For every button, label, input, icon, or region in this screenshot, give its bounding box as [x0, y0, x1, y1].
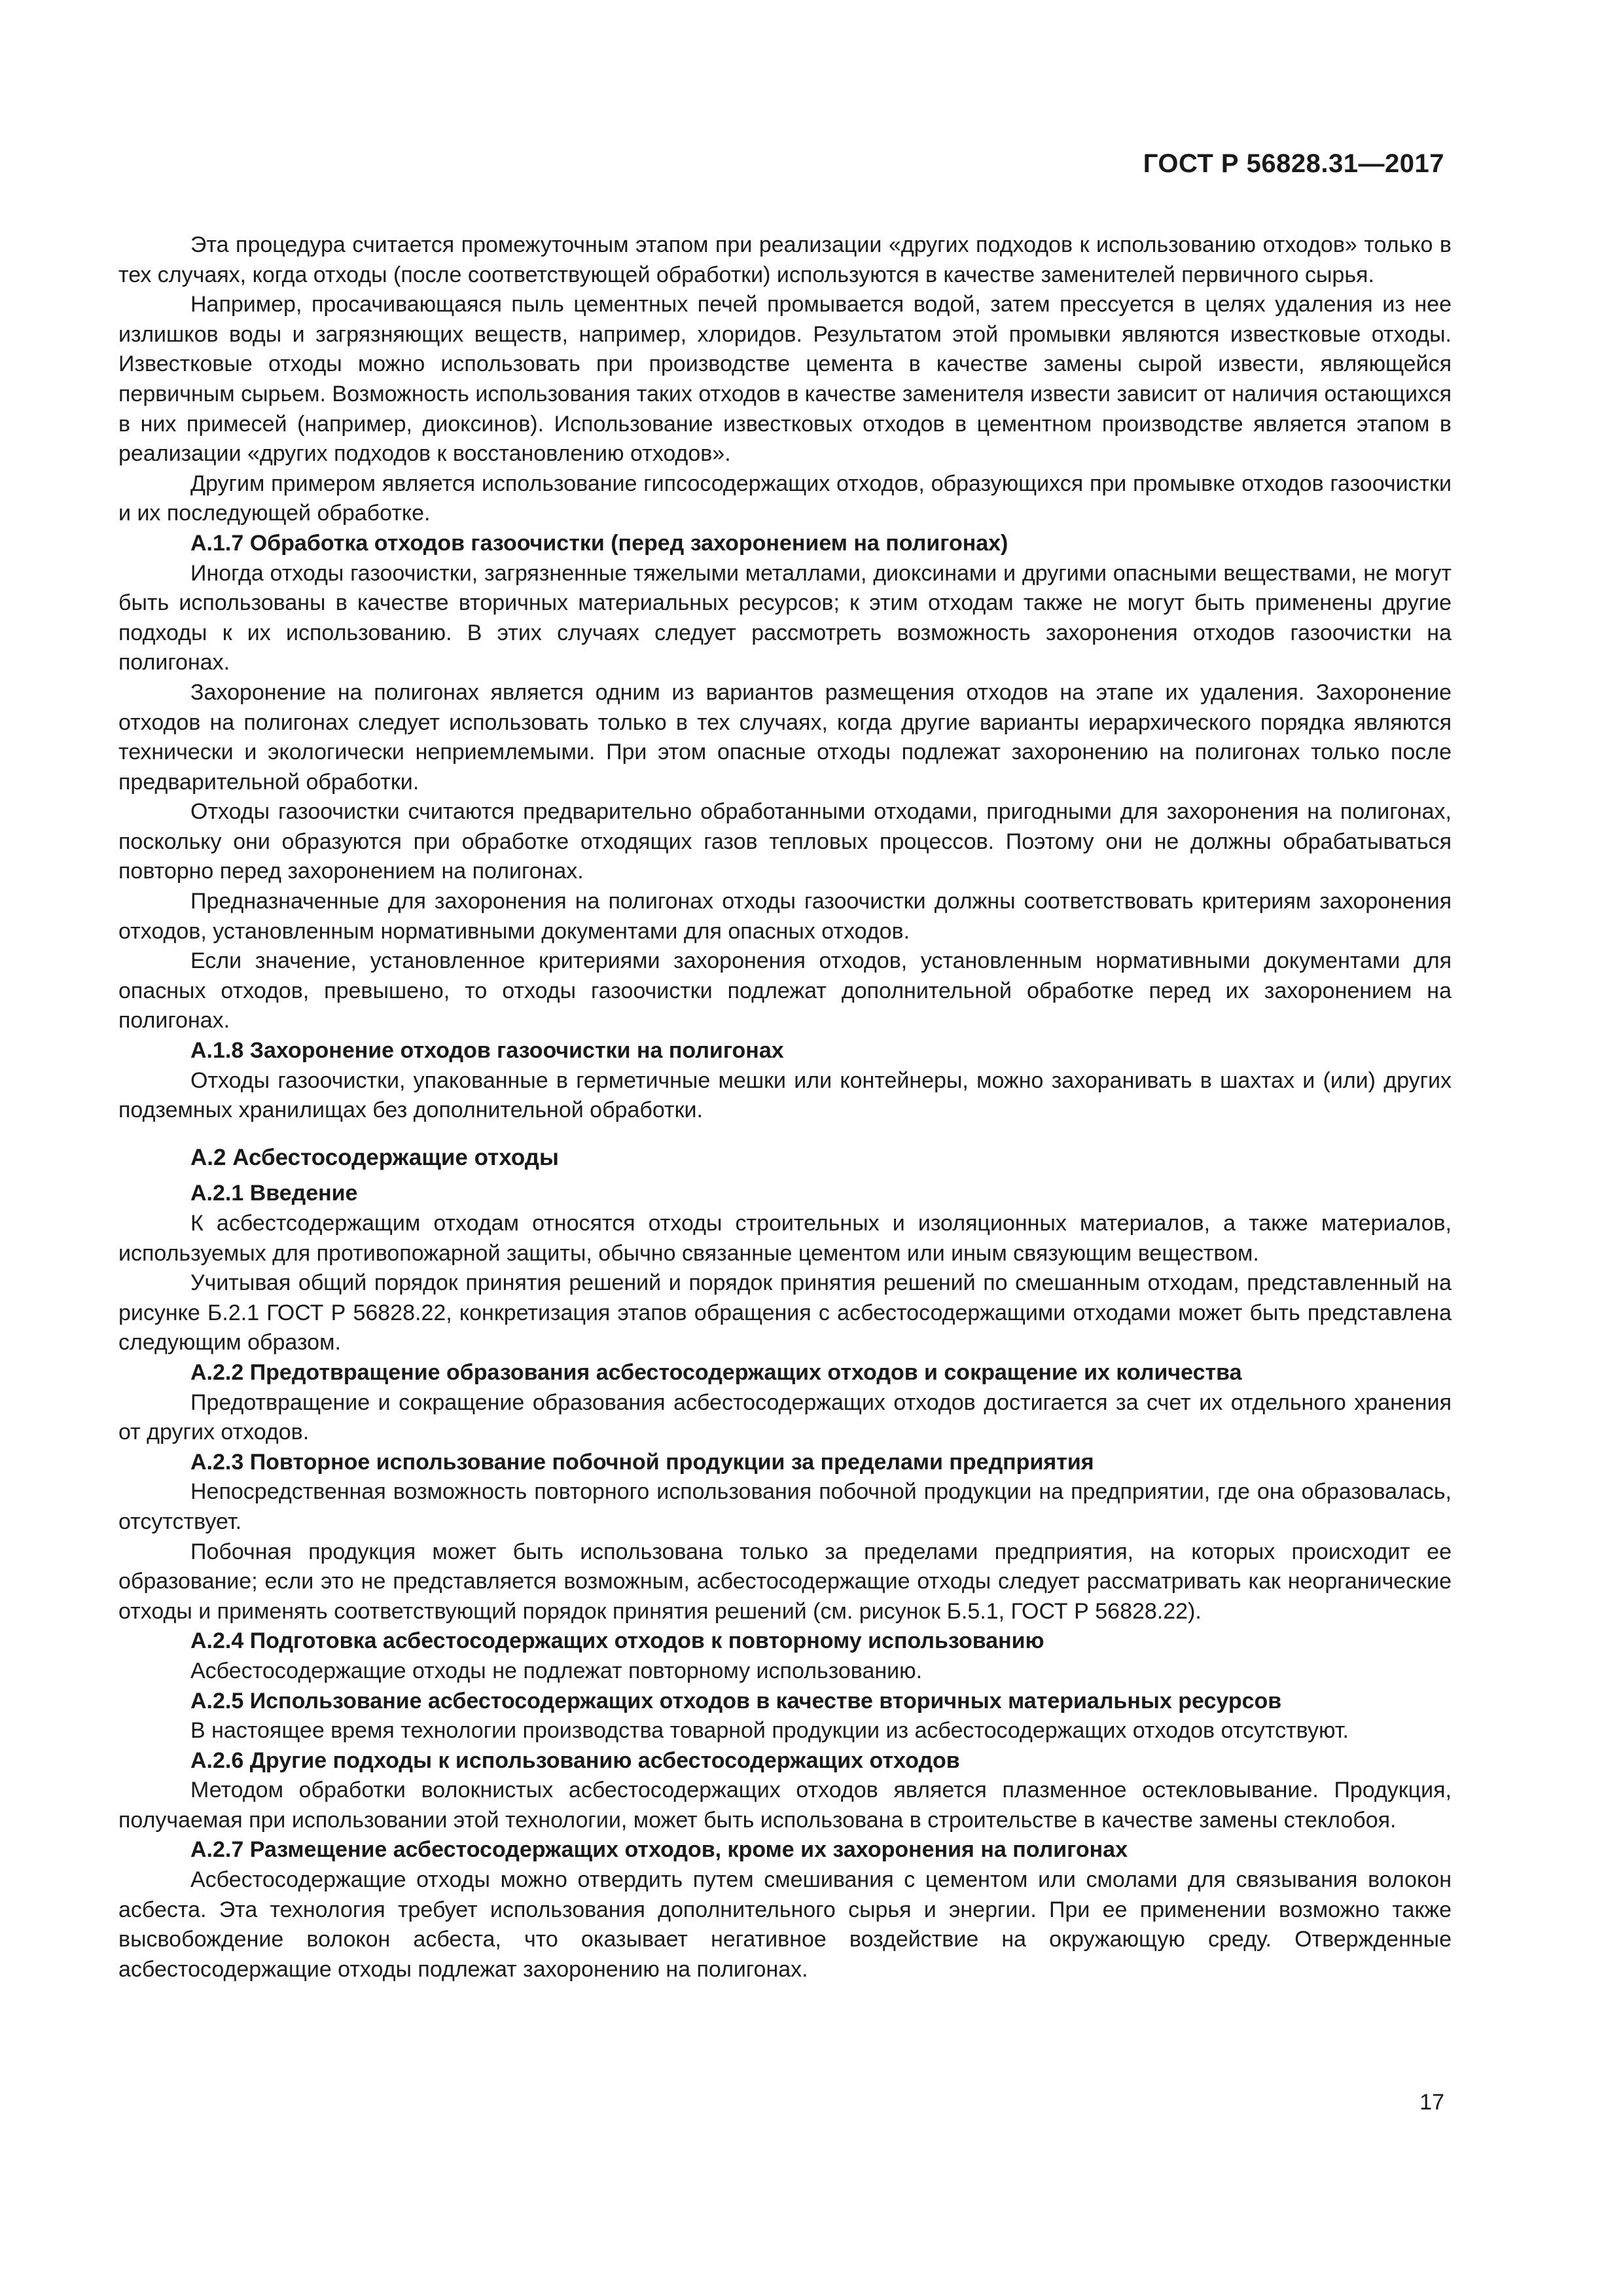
paragraph: Захоронение на полигонах является одним из вариантов размещения отходов на этапе их удаления. Захоронение отходов на полигонах следует использовать только в тех случаях, когда другие варианты иерархического порядка являются технически и экологически неприемлемыми. При этом опасные отходы подлежат захоронению на полигонах только после предварительной обработки. [118, 679, 1452, 795]
section-heading-a22: А.2.2 Предотвращение образования асбестосодержащих отходов и сокращение их количества [190, 1359, 1242, 1385]
section-heading-a21: А.2.1 Введение [190, 1181, 358, 1206]
paragraph: Предназначенные для захоронения на полигонах отходы газоочистки должны соответствовать критериям захоронения отходов, установленным нормативными документами для опасных отходов. [118, 889, 1452, 944]
paragraph: Побочная продукция может быть использована только за пределами предприятия, на которых происходит ее образование; если это не представляется возможным, асбестосодержащие отходы следует рассматривать как неорганические отходы и применять соответствующий порядок принятия решений (см. рисунок Б.5.1, ГОСТ Р 56828.22). [118, 1539, 1452, 1624]
paragraph: Иногда отходы газоочистки, загрязненные тяжелыми металлами, диоксинами и другими опасными веществами, не могут быть использованы в качестве вторичных материальных ресурсов; к этим отходам также не могут быть применены другие подходы к их использованию. В этих случаях следует рассмотреть возможность захоронения отходов газоочистки на полигонах. [118, 560, 1452, 675]
paragraph: В настоящее время технологии производства товарной продукции из асбестосодержащих отходов отсутствуют. [190, 1718, 1349, 1744]
section-heading-a17: А.1.7 Обработка отходов газоочистки (перед захоронением на полигонах) [190, 530, 1008, 556]
section-heading-a27: А.2.7 Размещение асбестосодержащих отходов, кроме их захоронения на полигонах [190, 1837, 1128, 1863]
section-heading-a25: А.2.5 Использование асбестосодержащих отходов в качестве вторичных материальных ресурсов [190, 1688, 1282, 1713]
document-body [118, 230, 1452, 1984]
section-heading-a26: А.2.6 Другие подходы к использованию асбестосодержащих отходов [190, 1748, 960, 1773]
paragraph: Асбестосодержащие отходы можно отвердить путем смешивания с цементом или смолами для связывания волокон асбеста. Эта технология требует использования дополнительного сырья и энергии. При ее применении возможно также высвобождение волокон асбеста, что оказывает негативное воздействие на окружающую среду. Отвержденные асбестосодержащие отходы подлежат захоронению на полигонах. [118, 1867, 1452, 1982]
paragraph: Например, просачивающаяся пыль цементных печей промывается водой, затем прессуется в целях удаления из нее излишков воды и загрязняющих веществ, например, хлоридов. Результатом этой промывки являются известковые отходы. Известковые отходы можно использовать при производстве цемента в качестве замены сырой извести, являющейся первичным сырьем. Возможность использования таких отходов в качестве заменителя извести зависит от наличия остающихся в них примесей (например, диоксинов). Использование известковых отходов в цементном производстве является этапом в реализации «других подходов к восстановлению отходов». [118, 292, 1452, 467]
paragraph: Учитывая общий порядок принятия решений и порядок принятия решений по смешанным отходам, представленный на рисунке Б.2.1 ГОСТ Р 56828.22, конкретизация этапов обращения с асбестосодержащими отходами может быть представлена следующим образом. [118, 1270, 1452, 1355]
page-number: 17 [1419, 2090, 1444, 2115]
paragraph: Отходы газоочистки, упакованные в герметичные мешки или контейнеры, можно захоранивать в шахтах и (или) других подземных хранилищах без дополнительной обработки. [118, 1067, 1452, 1123]
paragraph: Асбестосодержащие отходы не подлежат повторному использованию. [190, 1658, 923, 1683]
paragraph: Эта процедура считается промежуточным этапом при реализации «других подходов к использованию отходов» только в тех случаях, когда отходы (после соответствующей обработки) используются в качестве заменителей первичного сырья. [118, 232, 1452, 287]
standard-code-header: ГОСТ Р 56828.31—2017 [1143, 149, 1444, 178]
paragraph: Если значение, установленное критериями захоронения отходов, установленным нормативными документами для опасных отходов, превышено, то отходы газоочистки подлежат дополнительной обработке перед их захоронением на полигонах. [118, 948, 1452, 1033]
paragraph: Методом обработки волокнистых асбестосодержащих отходов является плазменное остекловывание. Продукция, получаемая при использовании этой технологии, может быть использована в строительстве в качестве замены стеклобоя. [118, 1778, 1452, 1833]
paragraph: Другим примером является использование гипсосодержащих отходов, образующихся при промывке отходов газоочистки и их последующей обработке. [118, 471, 1452, 526]
section-heading-a23: А.2.3 Повторное использование побочной продукции за пределами предприятия [190, 1449, 1094, 1475]
paragraph: Предотвращение и сокращение образования асбестосодержащих отходов достигается за счет их отдельного хранения от других отходов. [118, 1390, 1452, 1445]
paragraph: К асбестсодержащим отходам относятся отходы строительных и изоляционных материалов, а также материалов, используемых для противопожарной защиты, обычно связанные цементом или иным связующим веществом. [118, 1211, 1452, 1266]
section-heading-a18: А.1.8 Захоронение отходов газоочистки на полигонах [190, 1038, 784, 1064]
section-heading-a24: А.2.4 Подготовка асбестосодержащих отходов к повторному использованию [190, 1628, 1044, 1654]
paragraph: Отходы газоочистки считаются предварительно обработанными отходами, пригодными для захоронения на полигонах, поскольку они образуются при обработке отходящих газов тепловых процессов. Поэтому они не должны обрабатываться повторно перед захоронением на полигонах. [118, 799, 1452, 884]
section-heading-a2: А.2 Асбестосодержащие отходы [190, 1144, 559, 1170]
paragraph: Непосредственная возможность повторного использования побочной продукции на предприятии, где она образовалась, отсутствует. [118, 1479, 1452, 1534]
